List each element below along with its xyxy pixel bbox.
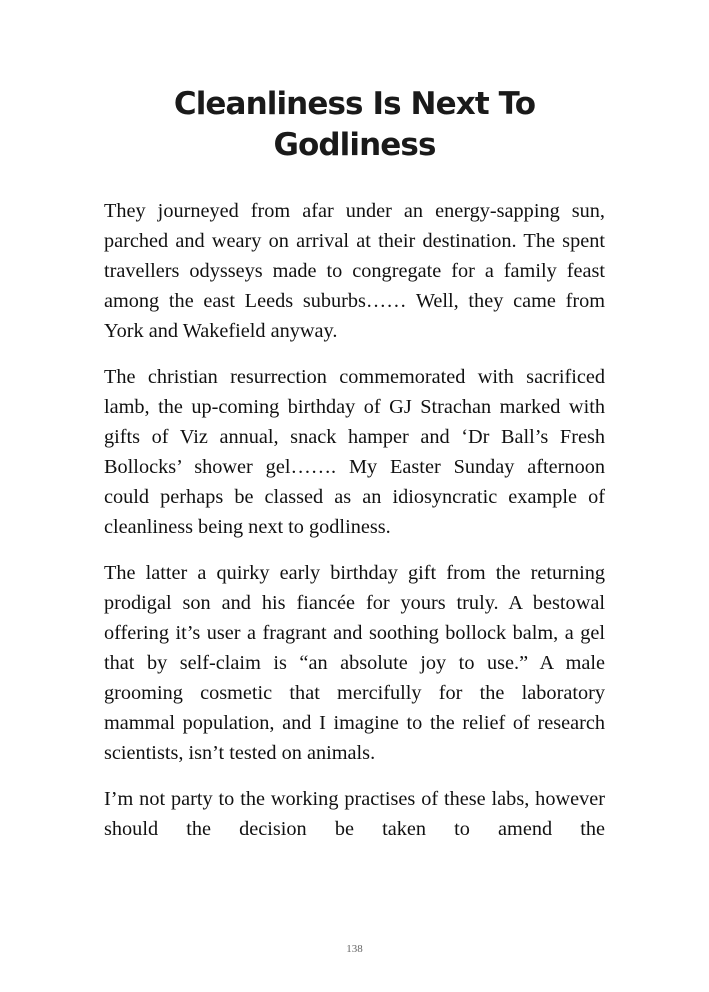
chapter-title-line-2: Godliness (273, 127, 436, 163)
paragraph-2: The christian resurrection commemorated with sacrificed lamb, the up-coming birthday of GJ Strachan marked with gifts of Viz annual, snack hamper and ‘Dr Ball’s Fresh Bollocks’ shower gel……. My Easter Sunday afternoon could perhaps be classed as an idiosyncratic example of cleanliness being next to godliness. (104, 366, 605, 538)
paragraph-4: I’m not party to the working practises of these labs, however should the decision be taken to amend the (104, 788, 605, 840)
page-number: 138 (346, 943, 363, 955)
body-text (104, 196, 605, 844)
paragraph-1: They journeyed from afar under an energy-sapping sun, parched and weary on arrival at their destination. The spent travellers odysseys made to congregate for a family feast among the east Leeds suburbs…… Well, they came from York and Wakefield anyway. (104, 200, 605, 342)
chapter-title (104, 84, 605, 166)
paragraph-3: The latter a quirky early birthday gift from the returning prodigal son and his fiancée for yours truly. A bestowal offering it’s user a fragrant and soothing bollock balm, a gel that by self-claim is “an absolute joy to use.” A male grooming cosmetic that mercifully for the laboratory mammal population, and I imagine to the relief of research scientists, isn’t tested on animals. (104, 562, 605, 764)
chapter-title-line-1: Cleanliness Is Next To (173, 86, 536, 122)
